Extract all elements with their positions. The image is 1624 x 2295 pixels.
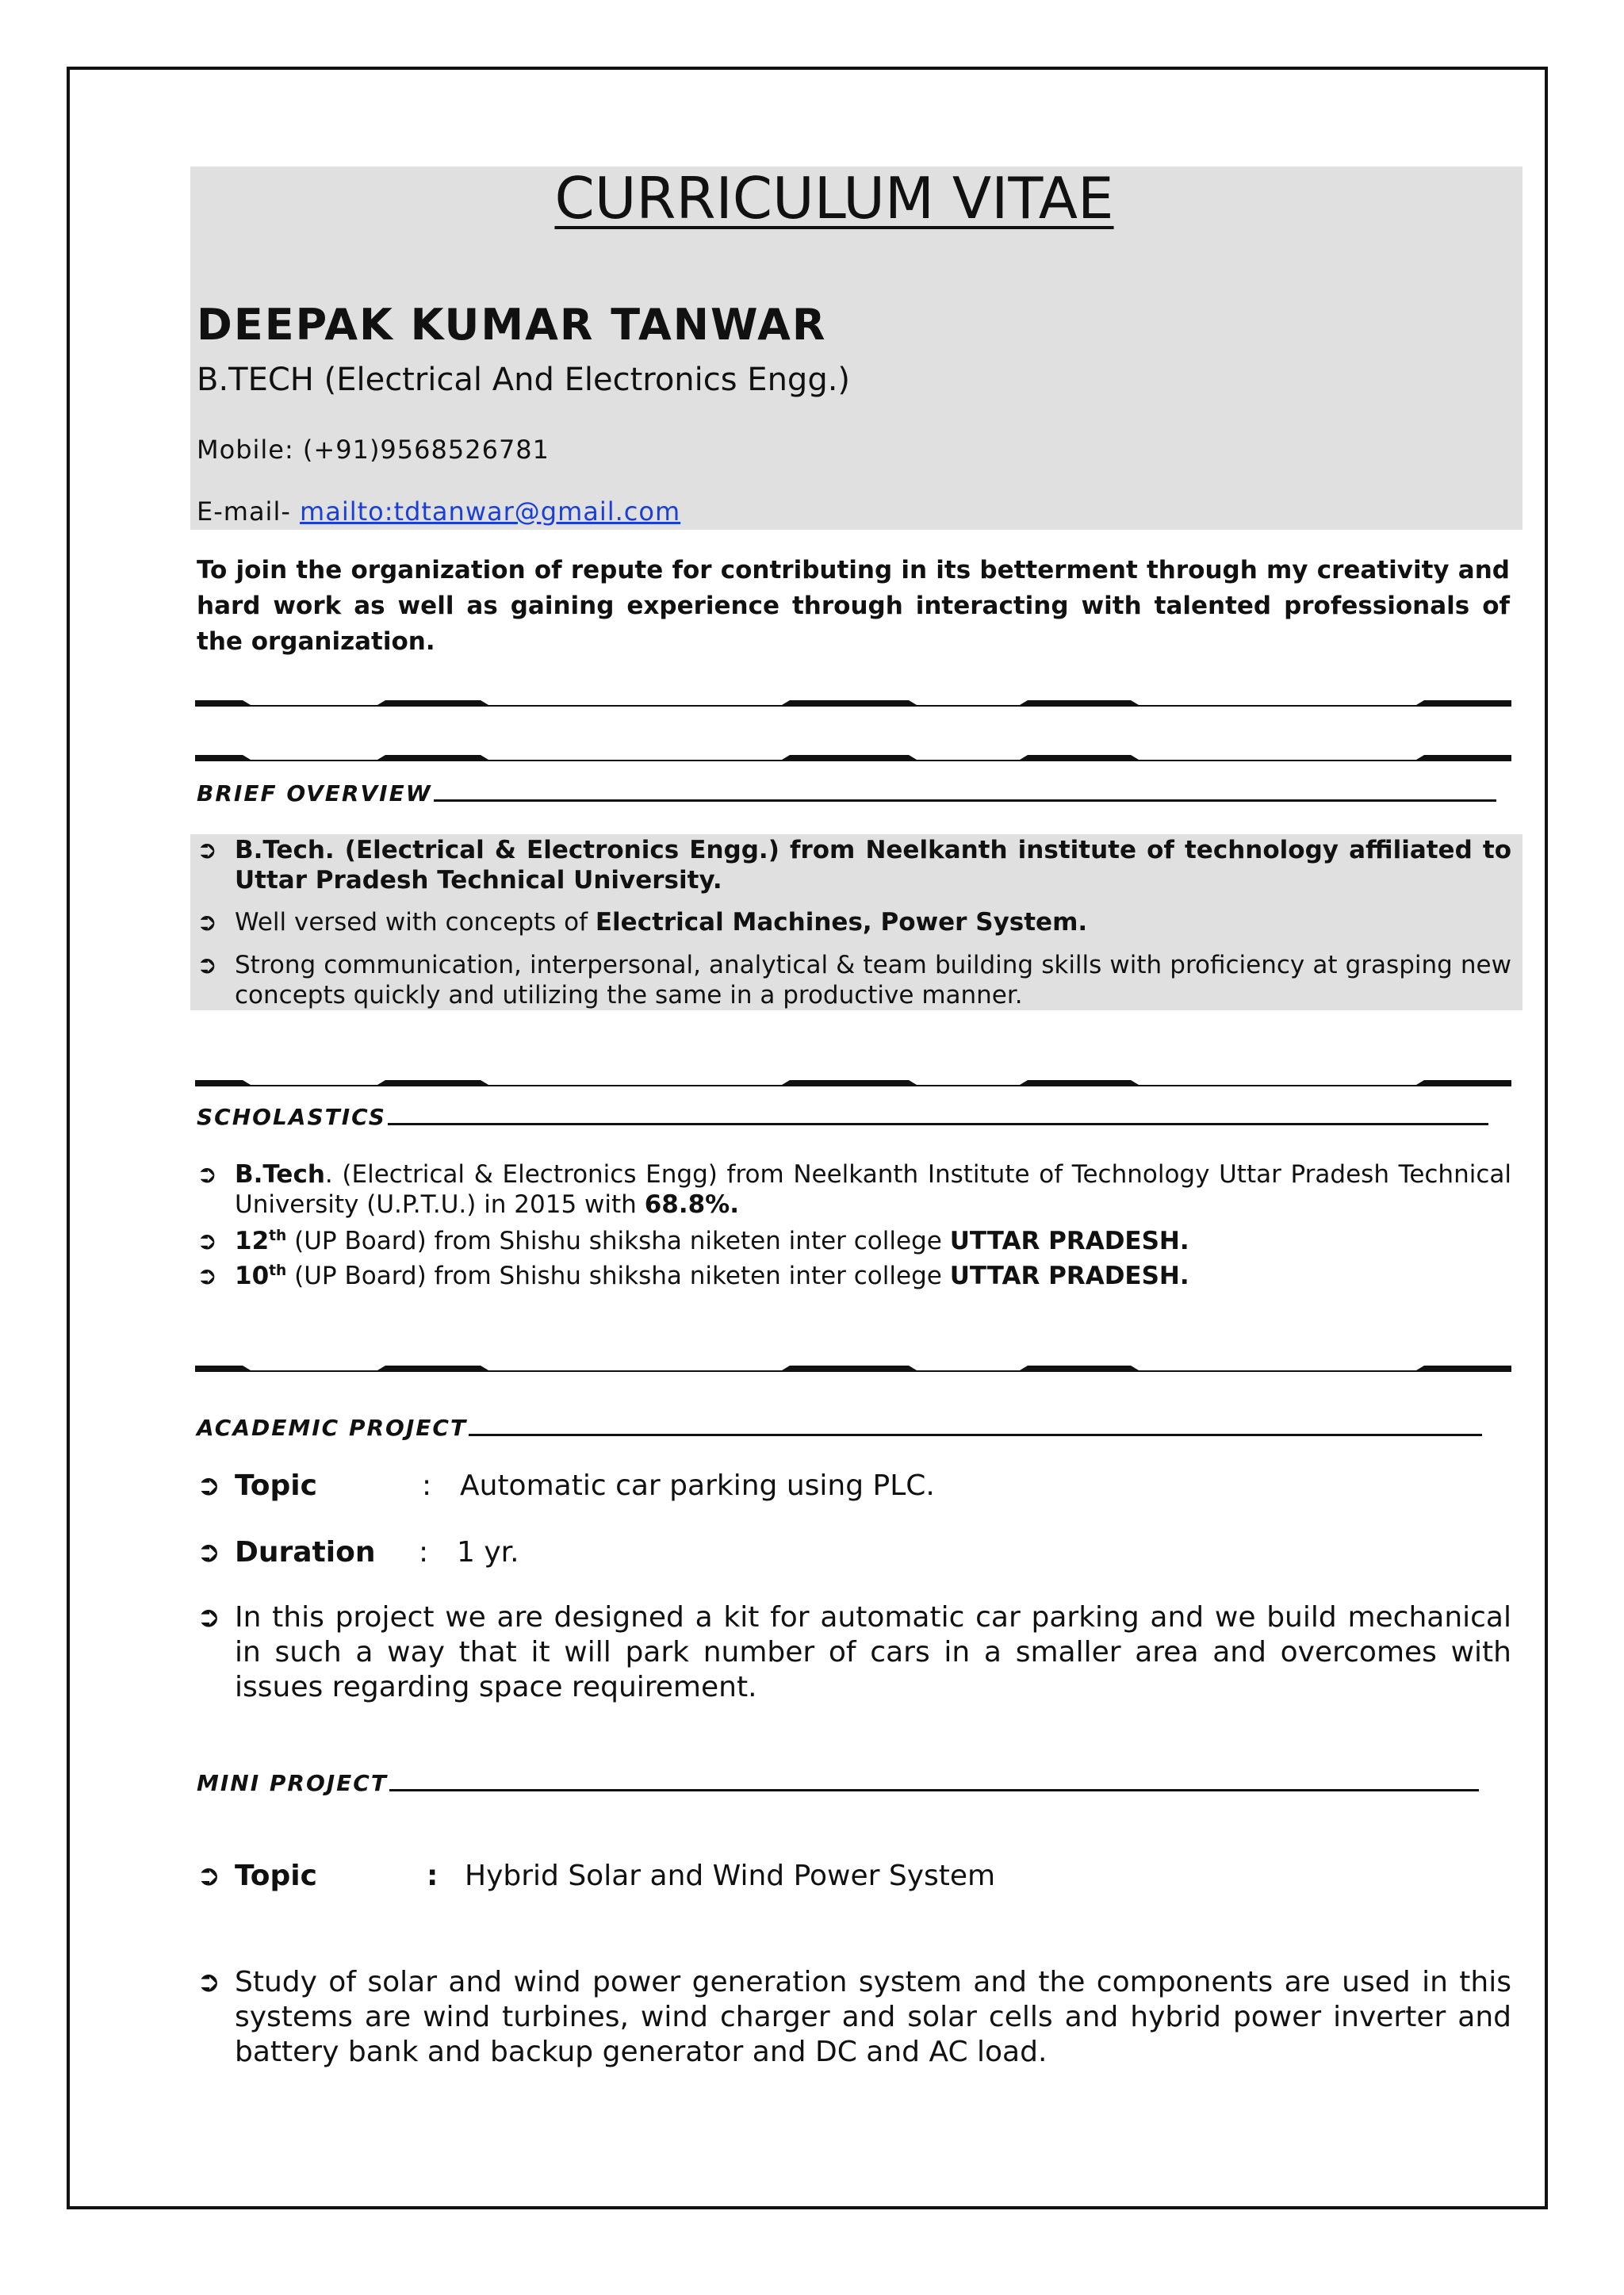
duration-value: 1 yr. xyxy=(457,1536,519,1569)
overview-item-text: Strong communication, interpersonal, analytical & team building skills with proficiency at grasping new concepts quickly and utilizing the same in a productive manner. xyxy=(235,951,1511,1010)
section-divider xyxy=(195,1075,1511,1088)
candidate-degree: B.TECH (Electrical And Electronics Engg.) xyxy=(197,362,851,398)
academic-project-title: ACADEMIC PROJECT xyxy=(197,1415,468,1441)
duration-label: Duration xyxy=(235,1536,376,1569)
mini-topic-row xyxy=(197,1859,1511,1894)
candidate-name: DEEPAK KUMAR TANWAR xyxy=(197,300,827,350)
brief-overview-heading xyxy=(197,780,1496,807)
arrow-bullet-icon: ➲ xyxy=(197,1160,217,1189)
academic-duration-row xyxy=(197,1535,1511,1570)
arrow-bullet-icon: ➲ xyxy=(197,951,217,979)
overview-item-text: Well versed with concepts of Electrical Machines, Power System. xyxy=(235,908,1088,937)
arrow-bullet-icon: ➲ xyxy=(197,908,217,937)
academic-topic-row xyxy=(197,1469,1511,1504)
mobile-number: Mobile: (+91)9568526781 xyxy=(197,435,550,465)
section-divider xyxy=(195,695,1511,708)
mini-project-title: MINI PROJECT xyxy=(197,1770,388,1796)
heading-underline xyxy=(434,799,1496,802)
arrow-bullet-icon: ➲ xyxy=(197,1536,221,1569)
section-divider xyxy=(195,750,1511,763)
email-line xyxy=(197,496,680,527)
duration-separator: : xyxy=(419,1536,429,1569)
section-divider xyxy=(195,1361,1511,1374)
arrow-bullet-icon: ➲ xyxy=(197,1860,221,1892)
academic-description-text: In this project we are designed a kit for automatic car parking and we build mechanical in such a way that it will park number of cars in a smaller area and overcomes with issues regarding space requirement. xyxy=(235,1601,1511,1703)
scholastics-heading xyxy=(197,1104,1488,1130)
overview-item xyxy=(197,907,1511,937)
document-title: CURRICULUM VITAE xyxy=(554,165,1114,232)
scholastic-item xyxy=(197,1159,1511,1220)
overview-item xyxy=(197,835,1511,895)
topic-label: Topic xyxy=(235,1469,317,1502)
scholastic-item-text: 10th (UP Board) from Shishu shiksha niketen inter college UTTAR PRADESH. xyxy=(235,1262,1189,1290)
career-objective: To join the organization of repute for contributing in its betterment through my creativity and hard work as well as gaining experience through interacting with talented professionals of the organization. xyxy=(197,556,1510,656)
arrow-bullet-icon: ➲ xyxy=(197,836,217,864)
scholastic-item xyxy=(197,1261,1511,1291)
arrow-bullet-icon: ➲ xyxy=(197,1469,221,1502)
heading-underline xyxy=(388,1123,1488,1125)
topic-separator: : xyxy=(422,1469,432,1502)
mini-description-text: Study of solar and wind power generation system and the components are used in this systems are wind turbines, wind charger and solar cells and hybrid power inverter and battery bank and backup generator and DC and AC load. xyxy=(235,1966,1511,2068)
overview-item-text: B.Tech. (Electrical & Electronics Engg.) from Neelkanth institute of technology affiliated to Uttar Pradesh Technical University. xyxy=(235,836,1511,895)
scholastic-item-text: B.Tech. (Electrical & Electronics Engg) from Neelkanth Institute of Technology Uttar Pradesh Technical University (U.P.T.U.) in 2015 with 68.8%. xyxy=(235,1160,1511,1219)
brief-overview-title: BRIEF OVERVIEW xyxy=(197,780,432,807)
topic-label: Topic xyxy=(235,1860,317,1892)
scholastic-item-text: 12th (UP Board) from Shishu shiksha niketen inter college UTTAR PRADESH. xyxy=(235,1227,1189,1255)
email-link[interactable]: mailto:tdtanwar@gmail.com xyxy=(300,496,681,527)
academic-project-heading xyxy=(197,1415,1482,1441)
heading-underline xyxy=(469,1434,1482,1436)
heading-underline xyxy=(389,1789,1479,1791)
email-label: E-mail- xyxy=(197,496,301,527)
arrow-bullet-icon: ➲ xyxy=(197,1601,221,1634)
mini-project-heading xyxy=(197,1770,1479,1796)
mini-description xyxy=(197,1965,1511,2070)
arrow-bullet-icon: ➲ xyxy=(197,1227,217,1255)
arrow-bullet-icon: ➲ xyxy=(197,1966,221,1998)
scholastics-title: SCHOLASTICS xyxy=(197,1104,386,1130)
arrow-bullet-icon: ➲ xyxy=(197,1262,217,1290)
topic-separator: : xyxy=(427,1860,439,1892)
topic-value: Automatic car parking using PLC. xyxy=(460,1469,935,1502)
topic-value: Hybrid Solar and Wind Power System xyxy=(465,1860,996,1892)
overview-item xyxy=(197,950,1511,1010)
scholastic-item xyxy=(197,1226,1511,1256)
academic-description xyxy=(197,1600,1511,1705)
